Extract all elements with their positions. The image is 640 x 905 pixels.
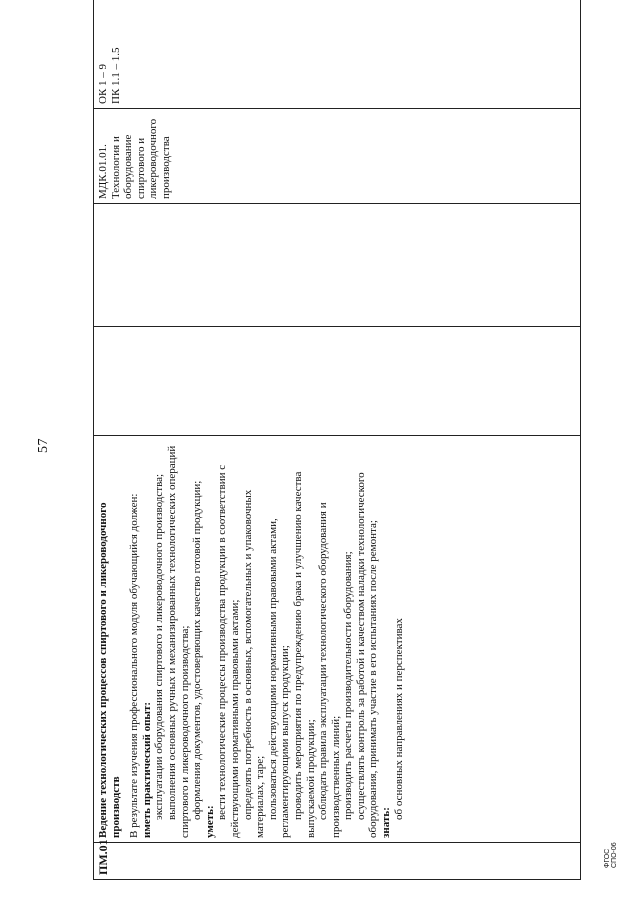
- skills-label: уметь:: [203, 805, 216, 838]
- program-table: [93, 0, 581, 880]
- mdk-cell: МДК.01.01. Технология и оборудование спиртового и ликероводочного производства: [94, 109, 581, 204]
- list-item: эксплуатации оборудования спиртового и ликероводочного производства;: [153, 473, 166, 820]
- table-row: [94, 0, 581, 880]
- list-item: выполнения основных ручных и механизированных технологических операций спиртового и ликероводочного производства;: [165, 445, 191, 838]
- competency-pk: ПК 1.1 – 1.5: [109, 47, 122, 104]
- program-table-wrapper: [93, 42, 581, 880]
- list-item: пользоваться действующими нормативными правовыми актами, регламентирующими выпуск продукции;: [266, 518, 292, 838]
- experience-label: иметь практический опыт:: [140, 701, 153, 838]
- page-number: 57: [36, 438, 51, 453]
- competency-ok: ОК 1 – 9: [97, 63, 109, 104]
- list-item: вести технологические процессы производства продукции в соответствии с действующими нормативными правовыми актами;: [216, 464, 241, 838]
- competencies-cell: [94, 0, 581, 109]
- knowledge-label: знать:: [380, 807, 393, 838]
- module-description-cell: [94, 436, 581, 843]
- empty-cell: [94, 204, 581, 327]
- list-item: об основных направлениях и перспективах: [392, 618, 405, 820]
- list-item: осуществлять контроль за работой и качеством наладки технологического оборудования, принимать участие в его испытаниях после ремонта;: [354, 472, 380, 838]
- list-item: производить расчеты производительности оборудования;: [342, 551, 355, 820]
- list-item: проводить мероприятия по предупреждению брака и улучшению качества выпускаемой продукции;: [291, 471, 317, 838]
- module-title: Ведение технологических процессов спиртового и ликероводочного производств: [97, 502, 122, 838]
- footer-code: ФГОС СПО-06: [604, 842, 618, 868]
- module-code-cell: ПМ.01: [94, 843, 581, 880]
- list-item: оформления документов, удостоверяющих качество готовой продукции;: [191, 480, 204, 820]
- list-item: соблюдать правила эксплуатации технологического оборудования и производственных линий;: [317, 502, 342, 838]
- empty-cell: [94, 327, 581, 436]
- module-intro: В результате изучения профессионального модуля обучающийся должен:: [128, 493, 141, 838]
- list-item: определять потребность в основных, вспомогательных и упаковочных материалах, таре;: [241, 489, 267, 838]
